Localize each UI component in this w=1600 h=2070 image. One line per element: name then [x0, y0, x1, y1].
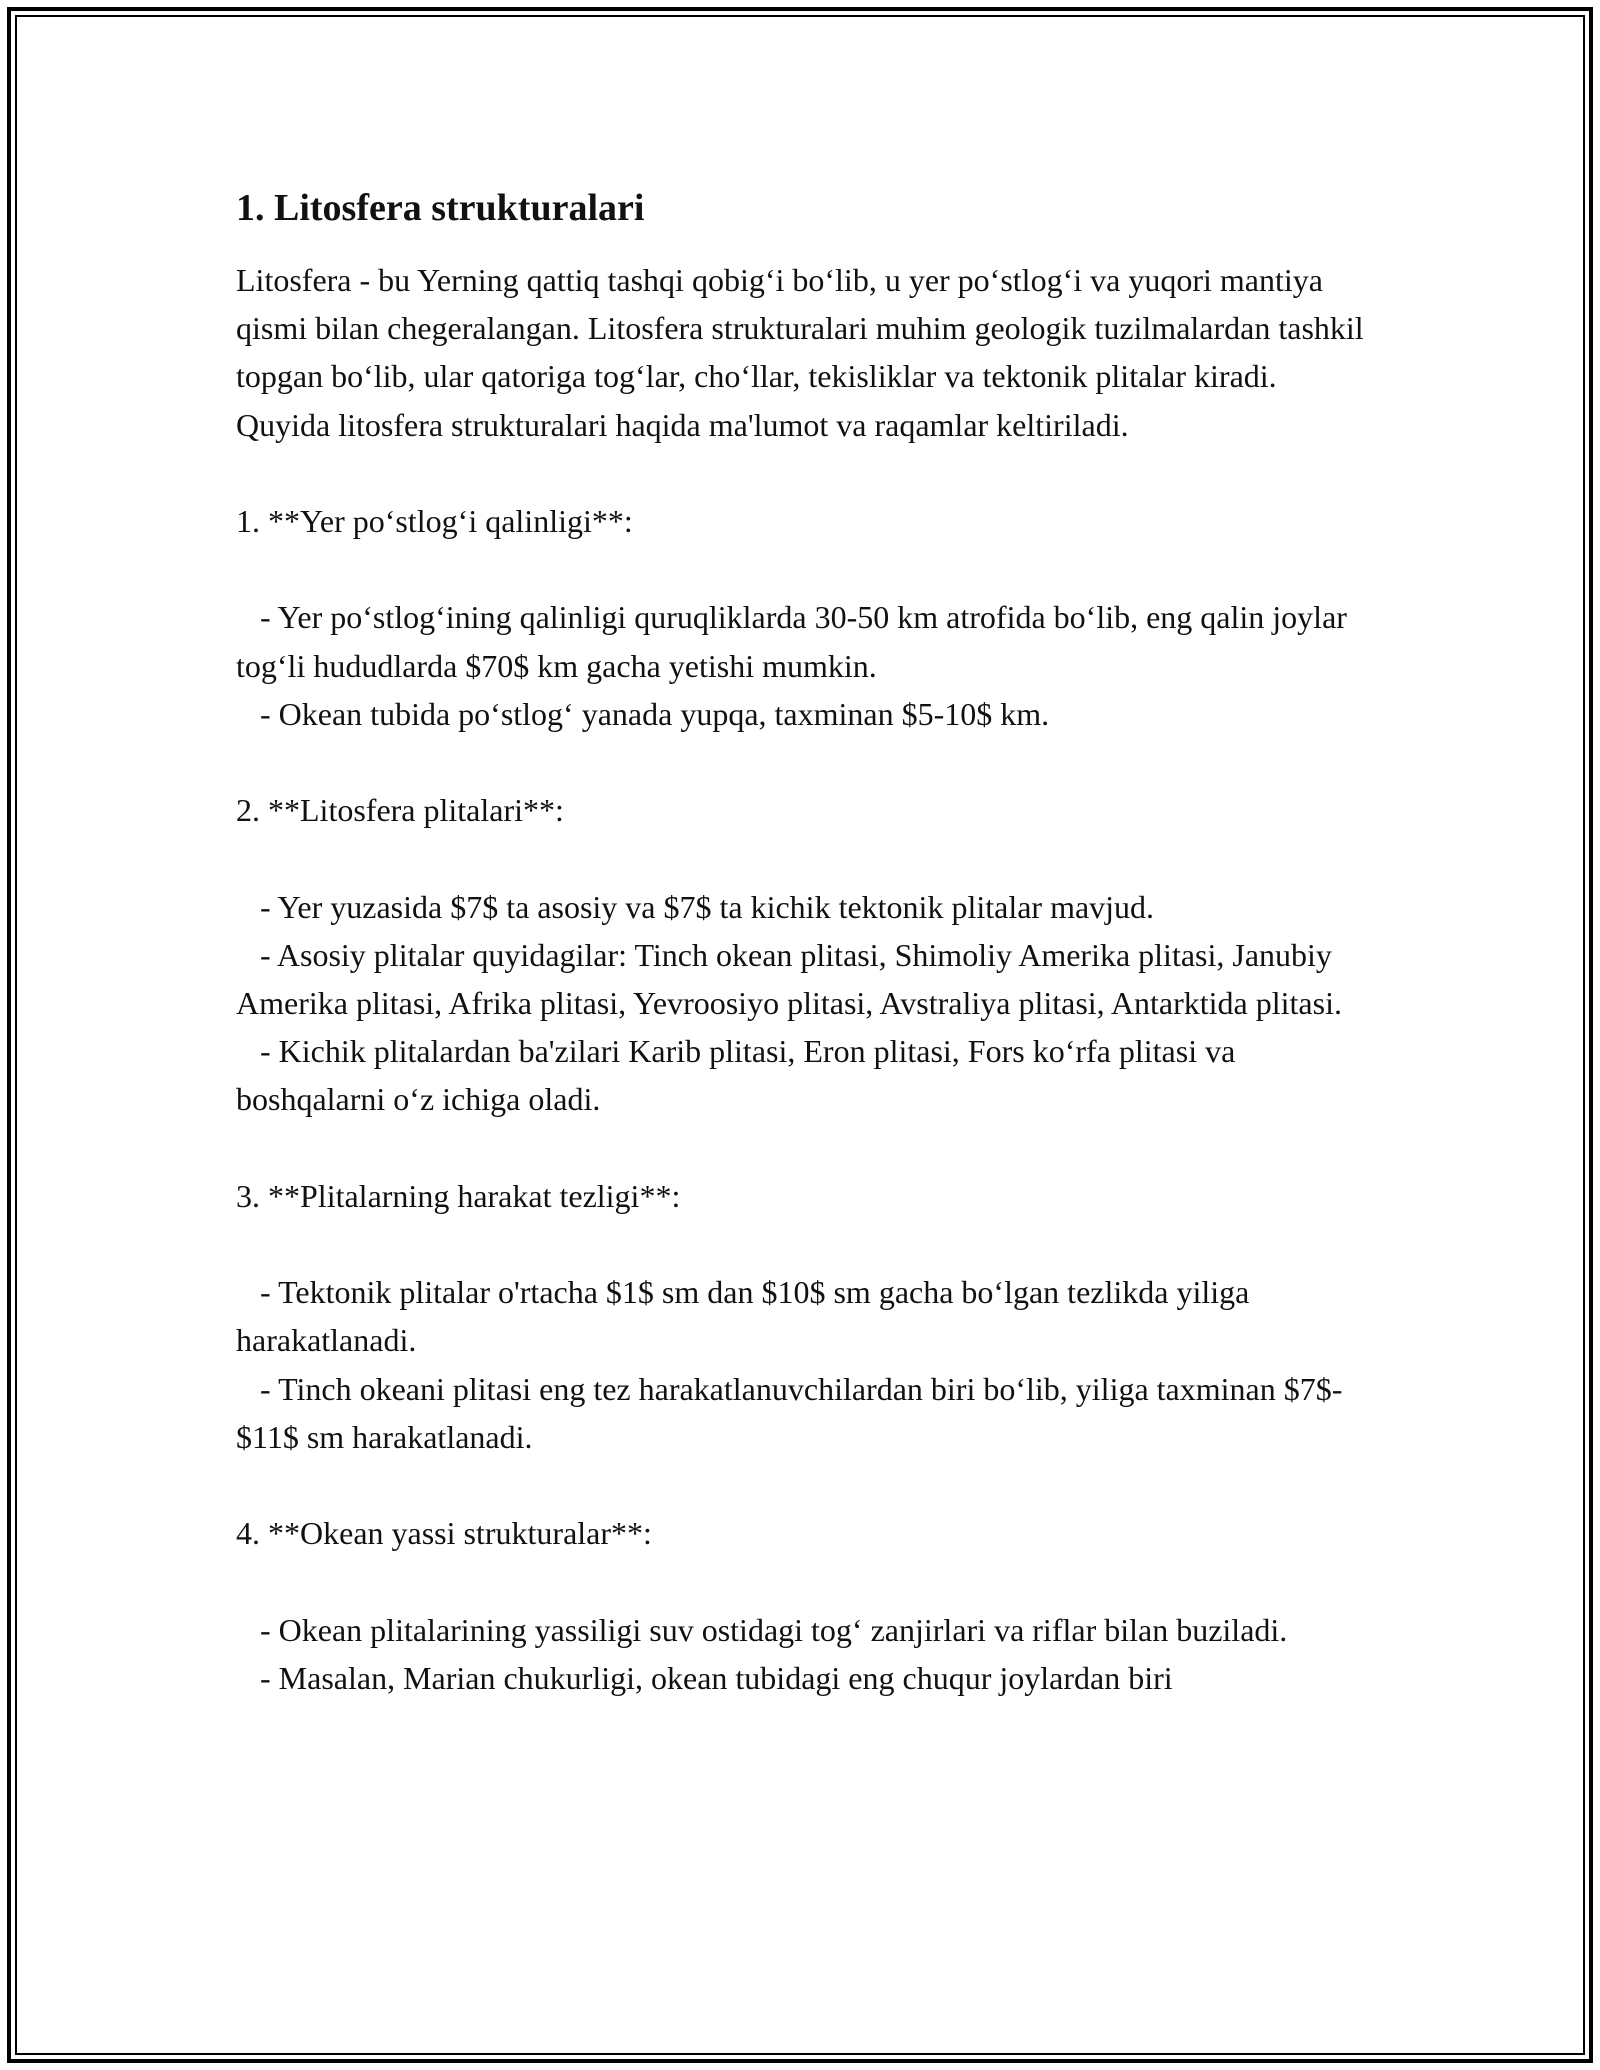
spacer	[236, 545, 1376, 593]
list-item: - Yer po‘stlog‘ining qalinligi quruqliklarda 30-50 km atrofida bo‘lib, eng qalin joylar tog‘li hududlarda $70$ km gacha yetishi mumkin.	[236, 599, 1355, 684]
section-title: 1. **Yer po‘stlog‘i qalinligi**:	[236, 503, 633, 539]
section-title: 4. **Okean yassi strukturalar**:	[236, 1515, 652, 1552]
section-title: 2. **Litosfera plitalari**:	[236, 792, 564, 829]
page-title: 1. Litosfera strukturalari	[236, 187, 645, 229]
list-item: - Tektonik plitalar o'rtacha $1$ sm dan $10$ sm gacha bo‘lgan tezlikda yiliga harakatlanadi.	[236, 1274, 1258, 1359]
spacer	[236, 1124, 1376, 1172]
list-item: - Yer yuzasida $7$ ta asosiy va $7$ ta kichik tektonik plitalar mavjud.	[236, 888, 1155, 925]
list-item: - Okean tubida po‘stlog‘ yanada yupqa, taxminan $5-10$ km.	[236, 695, 1050, 732]
list-item: - Asosiy plitalar quyidagilar: Tinch okean plitasi, Shimoliy Amerika plitasi, Janubiy Amerika plitasi, Afrika plitasi, Yevroosiyo plitasi, Avstraliya plitasi, Antarktida plitasi.	[236, 936, 1342, 1021]
spacer	[236, 1220, 1376, 1268]
spacer	[236, 834, 1376, 882]
spacer	[236, 449, 1376, 497]
section-title: 3. **Plitalarning harakat tezligi**:	[236, 1177, 681, 1214]
list-item: - Tinch okeani plitasi eng tez harakatlanuvchilardan biri bo‘lib, yiliga taxminan $7$- $11$ sm harakatlanadi.	[236, 1370, 1351, 1455]
spacer	[236, 1557, 1376, 1605]
intro-paragraph: Litosfera - bu Yerning qattiq tashqi qobig‘i bo‘lib, u yer po‘stlog‘i va yuqori mantiya qismi bilan chegeralangan. Litosfera strukturalari muhim geologik tuzilmalardan tashkil topgan bo‘lib, ular qatoriga tog‘lar, cho‘llar, tekisliklar va tektonik plitalar kiradi. Quyida litosfera strukturalari haqida ma'lumot va raqamlar keltiriladi.	[236, 262, 1372, 443]
spacer	[236, 738, 1376, 786]
spacer	[236, 1461, 1376, 1509]
document-body	[236, 184, 1376, 1702]
list-item: - Okean plitalarining yassiligi suv ostidagi tog‘ zanjirlari va riflar bilan buziladi.	[236, 1611, 1288, 1648]
list-item: - Masalan, Marian chukurligi, okean tubidagi eng chuqur joylardan biri	[236, 1659, 1173, 1696]
list-item: - Kichik plitalardan ba'zilari Karib plitasi, Eron plitasi, Fors ko‘rfa plitasi va boshqalarni o‘z ichiga oladi.	[236, 1033, 1244, 1118]
